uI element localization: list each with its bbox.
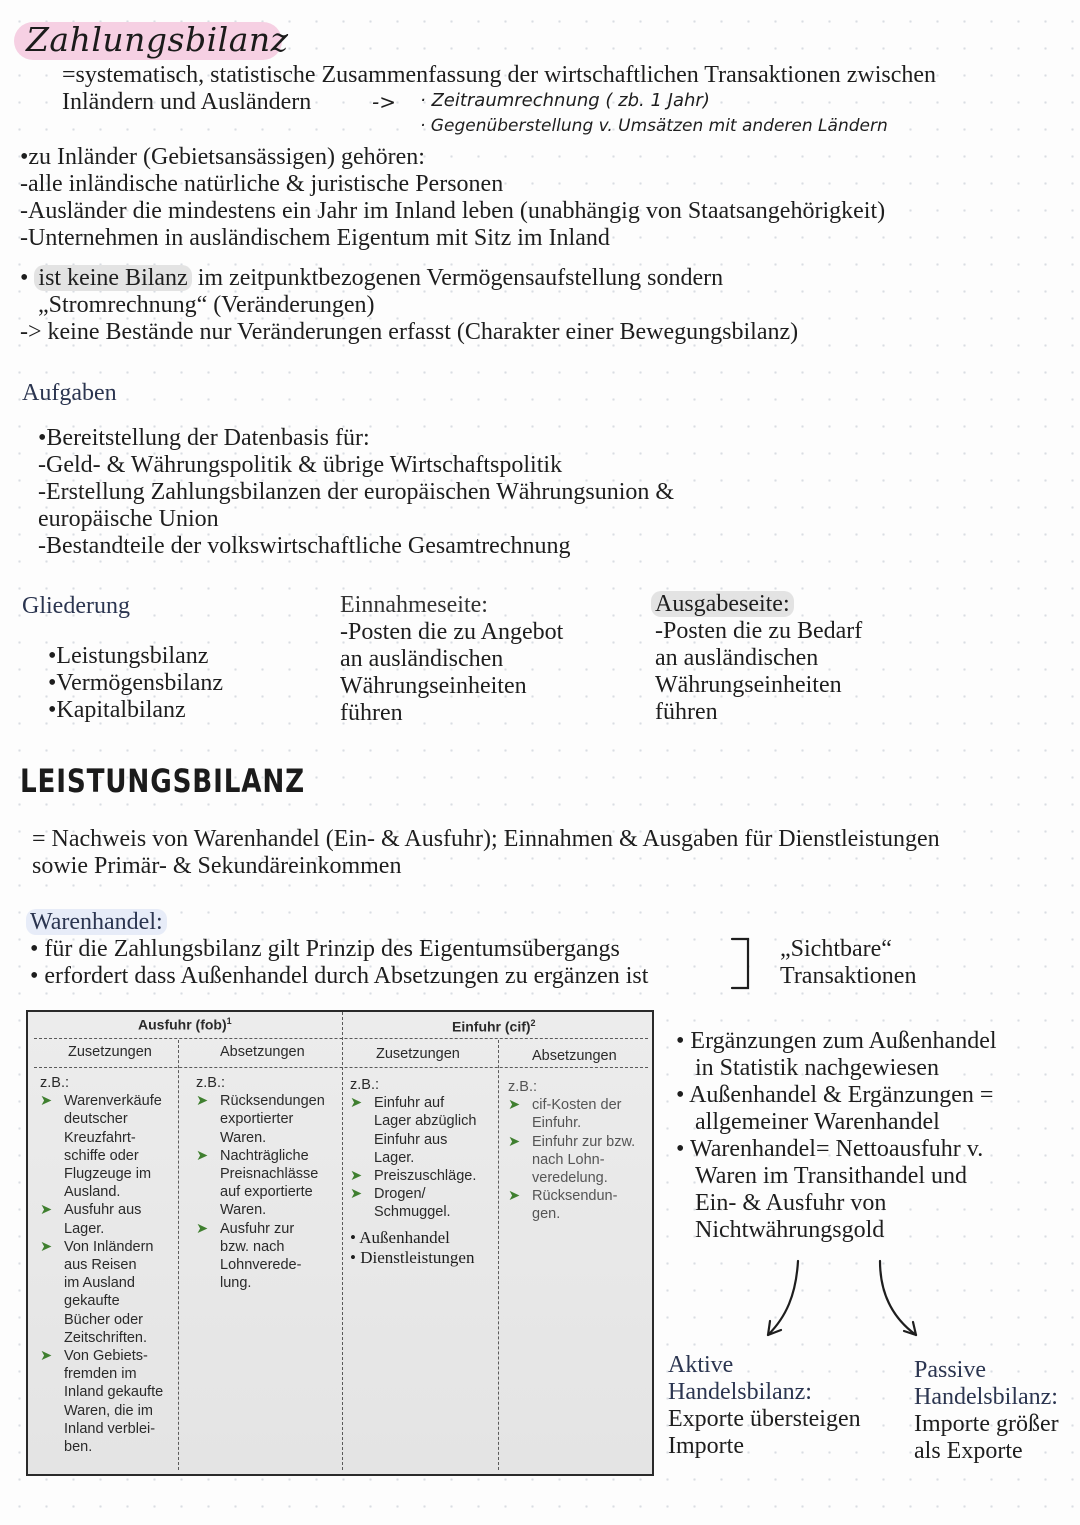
definition-line1: =systematisch, statistische Zusammenfassung der wirtschaftlichen Transaktionen zwischen <box>62 62 937 88</box>
ausgabeseite-line: -Posten die zu Bedarf <box>655 618 863 644</box>
einnahmeseite-line: Währungseinheiten <box>340 673 527 699</box>
bracket-label1: „Sichtbare“ <box>780 936 892 962</box>
passive-line: als Exporte <box>914 1438 1023 1464</box>
inlaender-item: -Unternehmen in ausländischem Eigentum mit Sitz im Inland <box>20 225 610 251</box>
keine-bilanz-rest: im zeitpunktbezogenen Vermögensaufstellung sondern <box>191 265 724 291</box>
ausgabeseite-line: führen <box>655 699 718 725</box>
definition-note1: · Zeitraumrechnung ( zb. 1 Jahr) <box>420 90 710 111</box>
aktive-handelsbilanz <box>668 1352 861 1460</box>
table-column-ausfuhr-zusetzungen: z.B.: ➤ Warenverkäufe deutscher Kreuzfahrt- schiffe oder Flugzeuge im Ausland. ➤ Ausfuhr aus Lager. ➤ Von Inländern aus Reisen im Ausland gekaufte Bücher oder Zeitschriften. ➤ Von Gebiets- fremden im Inland gekaufte Waren, die im Inland verblei- ben. <box>40 1075 164 1456</box>
einnahmeseite-heading: Einnahmeseite: <box>340 592 488 618</box>
aktive-title: Handelsbilanz: <box>668 1379 812 1405</box>
keine-bilanz-highlight: ist keine Bilanz <box>34 265 191 291</box>
warenhandel-heading: Warenhandel: <box>26 909 167 935</box>
table-header-ausfuhr: Ausfuhr (fob)$^1$ <box>138 1016 232 1033</box>
sichtbare-transaktionen <box>780 936 916 990</box>
keine-bilanz-line2: „Stromrechnung“ (Veränderungen) <box>38 292 375 318</box>
passive-title: Passive <box>914 1357 986 1383</box>
leistungsbilanz-heading: LEISTUNGSBILANZ <box>20 762 305 800</box>
warenhandel-line: • erfordert dass Außenhandel durch Absetzungen zu ergänzen ist <box>30 963 649 989</box>
table-divider <box>34 1038 648 1039</box>
keine-bilanz-line3: -> keine Bestände nur Veränderungen erfasst (Charakter einer Bewegungsbilanz) <box>20 319 799 345</box>
bracket-label2: Transaktionen <box>780 963 917 989</box>
table-subheader: Absetzungen <box>220 1044 305 1060</box>
gliederung-list <box>48 643 223 724</box>
warenhandel-heading-wrap <box>26 909 167 936</box>
right-note-line: • Außenhandel & Ergänzungen = <box>676 1082 994 1108</box>
aufgaben-line: -Erstellung Zahlungsbilanzen der europäischen Währungsunion & <box>38 479 675 505</box>
table-divider <box>342 1012 343 1470</box>
passive-title: Handelsbilanz: <box>914 1384 1058 1410</box>
ausgabeseite-line: Währungseinheiten <box>655 672 842 698</box>
inlaender-section <box>20 144 885 252</box>
right-note-line: • Ergänzungen zum Außenhandel <box>676 1028 997 1054</box>
table-header-einfuhr: Einfuhr (cif)$^2$ <box>452 1018 536 1035</box>
aufgaben-line: -Bestandteile der volkswirtschaftliche Gesamtrechnung <box>38 533 571 559</box>
right-note-line: Nichtwährungsgold <box>695 1217 885 1243</box>
einnahmeseite-line: führen <box>340 700 403 726</box>
right-notes <box>676 1028 997 1244</box>
aufgaben-line: •Bereitstellung der Datenbasis für: <box>38 425 370 451</box>
table-divider <box>34 1067 648 1068</box>
curved-arrows-icon <box>750 1255 940 1345</box>
right-note-line: in Statistik nachgewiesen <box>695 1055 939 1081</box>
bracket-icon <box>728 936 754 992</box>
table-handwritten-note: • Außenhandel <box>350 1227 450 1247</box>
table-subheader: Zusetzungen <box>68 1044 152 1060</box>
gliederung-item: •Vermögensbilanz <box>48 670 224 696</box>
table-subheader: Zusetzungen <box>376 1046 460 1062</box>
definition-note2: · Gegenüberstellung v. Umsätzen mit anderen Ländern <box>420 116 888 136</box>
page-title: Zahlungsbilanz <box>26 20 289 59</box>
passive-line: Importe größer <box>914 1411 1059 1437</box>
inlaender-heading: •zu Inländer (Gebietsansässigen) gehören: <box>20 144 425 170</box>
gliederung-item: •Kapitalbilanz <box>48 697 186 723</box>
table-column-ausfuhr-absetzungen: z.B.: ➤ Rücksendungen exportierter Waren. ➤ Nachträgliche Preisnachlässe auf exportierte Waren. ➤ Ausfuhr zur bzw. nach Lohnverede- lung. <box>196 1075 325 1292</box>
table-column-einfuhr-zusetzungen: z.B.: ➤ Einfuhr auf Lager abzüglich Einfuhr aus Lager. ➤ Preiszuschläge. ➤ Drogen/ Schmuggel. • Außenhandel • Dienstleistungen <box>350 1077 477 1267</box>
passive-handelsbilanz <box>914 1357 1059 1465</box>
table-handwritten-note: • Dienstleistungen <box>350 1247 475 1267</box>
gliederung-item: •Leistungsbilanz <box>48 643 209 669</box>
right-note-line: Ein- & Ausfuhr von <box>695 1190 887 1216</box>
leistungsbilanz-definition <box>32 826 940 880</box>
leistungsbilanz-def2: sowie Primär- & Sekundäreinkommen <box>32 853 402 879</box>
right-note-line: Waren im Transithandel und <box>695 1163 968 1189</box>
table-column-einfuhr-absetzungen: z.B.: ➤ cif-Kosten der Einfuhr. ➤ Einfuhr zur bzw. nach Lohn- veredelung. ➤ Rücksendun- gen. <box>508 1079 636 1223</box>
aufgaben-line: europäische Union <box>38 506 219 532</box>
ausgabeseite-heading: Ausgabeseite: <box>651 591 794 617</box>
warenhandel-line: • für die Zahlungsbilanz gilt Prinzip des Eigentumsübergangs <box>30 936 620 962</box>
gliederung-heading: Gliederung <box>22 593 130 619</box>
aufgaben-list <box>38 425 674 560</box>
warenhandel-list <box>30 936 648 990</box>
right-note-line: • Warenhandel= Nettoausfuhr v. <box>676 1136 984 1162</box>
keine-bilanz-section <box>20 265 798 346</box>
aktive-line: Importe <box>668 1433 744 1459</box>
table-divider <box>498 1040 499 1470</box>
aufgaben-line: -Geld- & Währungspolitik & übrige Wirtschaftspolitik <box>38 452 563 478</box>
right-note-line: allgemeiner Warenhandel <box>695 1109 940 1135</box>
table-subheader: Absetzungen <box>532 1048 617 1064</box>
einnahmeseite-line: an ausländischen <box>340 646 504 672</box>
warenhandel-table <box>26 1010 654 1476</box>
inlaender-item: -alle inländische natürliche & juristische Personen <box>20 171 504 197</box>
ausgabeseite-line: an ausländischen <box>655 645 819 671</box>
definition-arrow: -> <box>372 90 396 114</box>
einnahmeseite <box>340 592 563 727</box>
leistungsbilanz-def1: = Nachweis von Warenhandel (Ein- & Ausfuhr); Einnahmen & Ausgaben für Dienstleistungen <box>32 826 940 852</box>
einnahmeseite-line: -Posten die zu Angebot <box>340 619 564 645</box>
aufgaben-heading: Aufgaben <box>22 380 117 406</box>
aktive-title: Aktive <box>668 1352 734 1378</box>
definition-line2: Inländern und Ausländern <box>62 89 312 115</box>
ausgabeseite <box>651 591 862 726</box>
inlaender-item: -Ausländer die mindestens ein Jahr im Inland leben (unabhängig von Staatsangehörigkeit) <box>20 198 886 224</box>
aktive-line: Exporte übersteigen <box>668 1406 861 1432</box>
table-divider <box>178 1040 179 1470</box>
bullet: • <box>20 265 29 291</box>
